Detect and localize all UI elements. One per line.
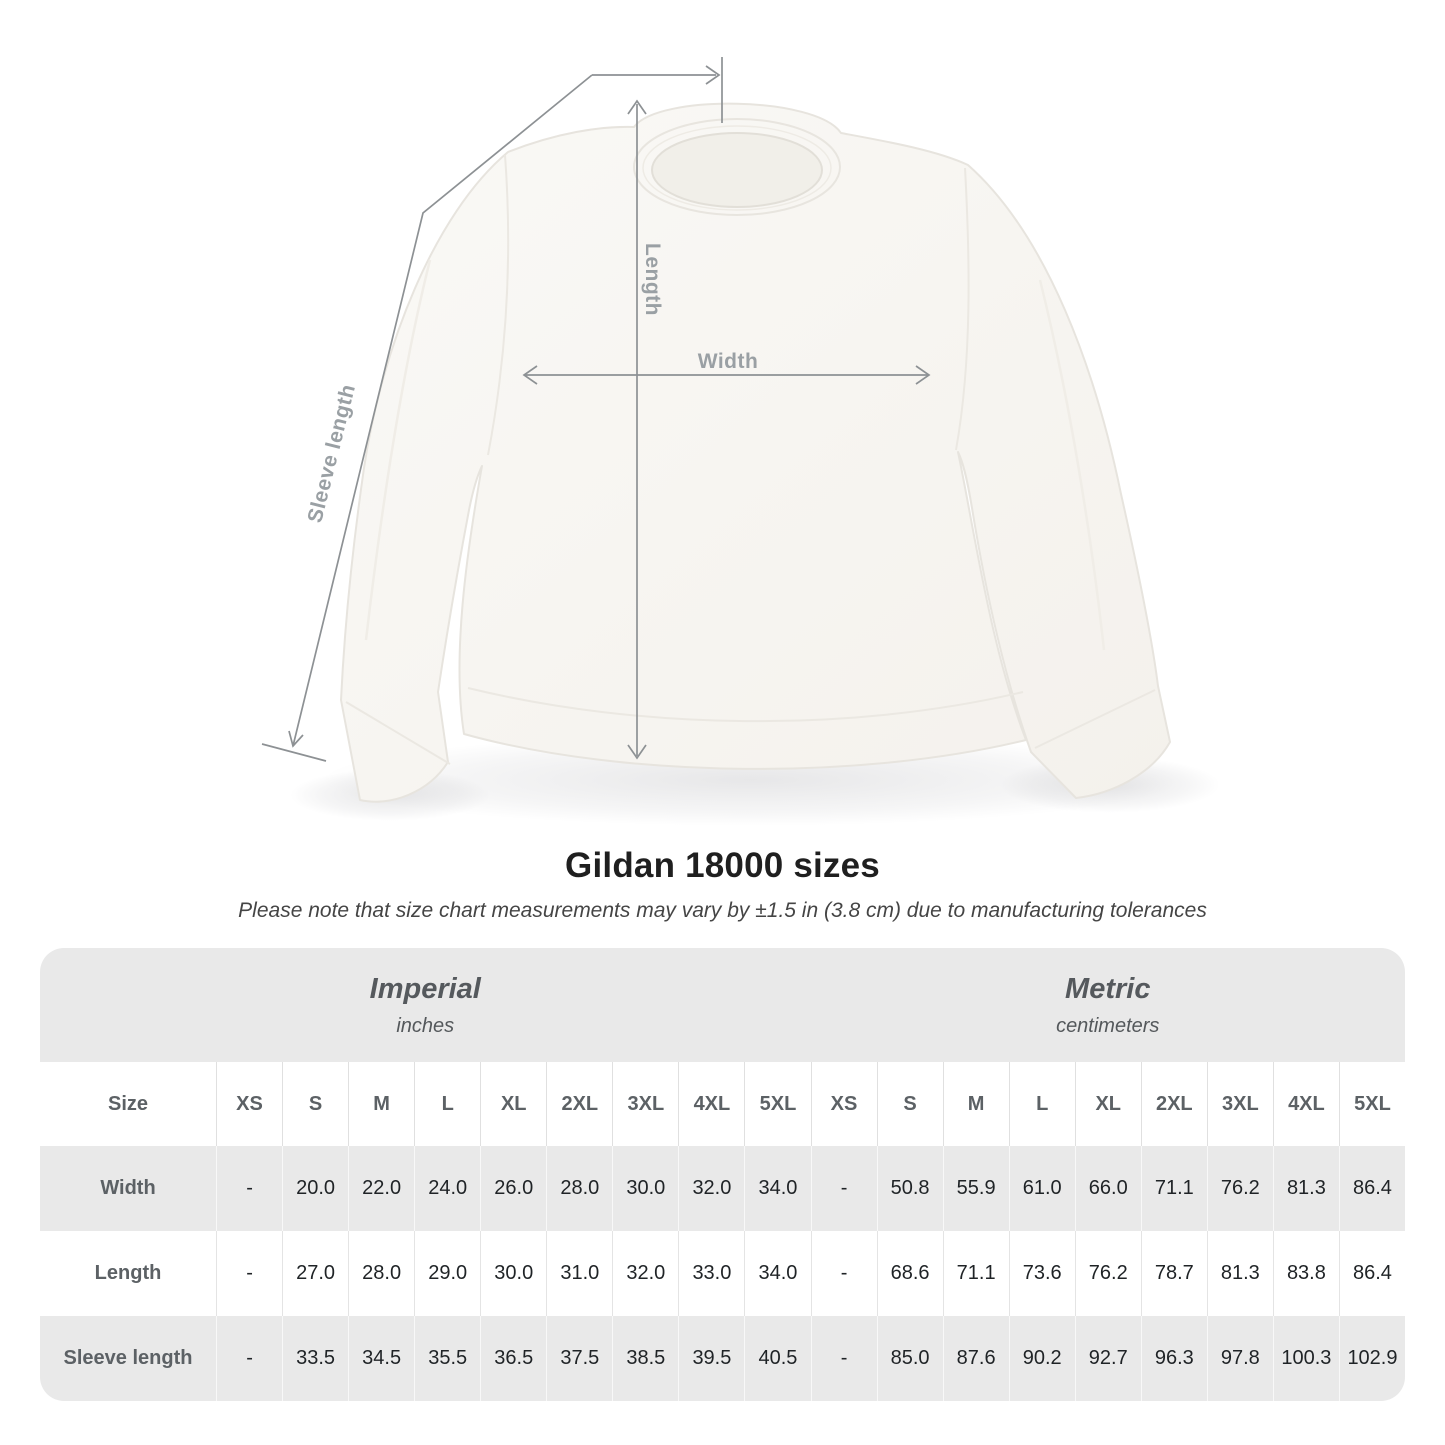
row-label: Length (40, 1231, 216, 1316)
value-cell: 30.0 (480, 1231, 546, 1316)
unit-group-imperial (40, 948, 811, 1062)
group-unit: inches (396, 1014, 455, 1037)
value-cell: 37.5 (546, 1316, 612, 1401)
value-cell: 76.2 (1075, 1231, 1141, 1316)
value-cell: - (216, 1231, 282, 1316)
collar-opening (652, 133, 822, 207)
value-cell: 34.5 (348, 1316, 414, 1401)
value-cell: 55.9 (943, 1146, 1009, 1231)
value-cell: - (811, 1231, 877, 1316)
value-cell: 85.0 (877, 1316, 943, 1401)
page-title: Gildan 18000 sizes (565, 846, 880, 885)
value-cell: 31.0 (546, 1231, 612, 1316)
column-header-cell: M (348, 1062, 414, 1146)
value-cell: 71.1 (1141, 1146, 1207, 1231)
value-cell: 86.4 (1339, 1231, 1405, 1316)
value-cell: 83.8 (1273, 1231, 1339, 1316)
group-unit: centimeters (1056, 1014, 1160, 1037)
column-header-cell: L (1009, 1062, 1075, 1146)
column-header-cell: XL (1075, 1062, 1141, 1146)
column-header-cell: 2XL (546, 1062, 612, 1146)
value-cell: 27.0 (282, 1231, 348, 1316)
column-header-cell: 5XL (744, 1062, 810, 1146)
column-header-cell: 5XL (1339, 1062, 1405, 1146)
length-label: Length (641, 243, 664, 316)
value-cell: 40.5 (744, 1316, 810, 1401)
value-cell: - (811, 1316, 877, 1401)
value-cell: 71.1 (943, 1231, 1009, 1316)
sleeve-length-label: Sleeve length (303, 381, 361, 526)
value-cell: 102.9 (1339, 1316, 1405, 1401)
column-header-cell: 3XL (1207, 1062, 1273, 1146)
column-header-cell: L (414, 1062, 480, 1146)
value-cell: 68.6 (877, 1231, 943, 1316)
title-block (0, 846, 1445, 923)
column-header-cell: XL (480, 1062, 546, 1146)
value-cell: 86.4 (1339, 1146, 1405, 1231)
value-cell: 36.5 (480, 1316, 546, 1401)
value-cell: 30.0 (612, 1146, 678, 1231)
value-cell: 29.0 (414, 1231, 480, 1316)
value-cell: 26.0 (480, 1146, 546, 1231)
row-label: Sleeve length (40, 1316, 216, 1401)
value-cell: 100.3 (1273, 1316, 1339, 1401)
value-cell: 73.6 (1009, 1231, 1075, 1316)
sweatshirt-graphic (341, 104, 1170, 802)
value-cell: - (216, 1316, 282, 1401)
value-cell: 97.8 (1207, 1316, 1273, 1401)
value-cell: 87.6 (943, 1316, 1009, 1401)
value-cell: 22.0 (348, 1146, 414, 1231)
value-cell: 33.5 (282, 1316, 348, 1401)
value-cell: 50.8 (877, 1146, 943, 1231)
unit-group-metric (811, 948, 1406, 1062)
value-cell: 20.0 (282, 1146, 348, 1231)
column-header-cell: XS (811, 1062, 877, 1146)
value-cell: - (216, 1146, 282, 1231)
value-cell: 32.0 (678, 1146, 744, 1231)
value-cell: 92.7 (1075, 1316, 1141, 1401)
value-cell: 32.0 (612, 1231, 678, 1316)
column-header-cell: S (282, 1062, 348, 1146)
row-label: Width (40, 1146, 216, 1231)
value-cell: 78.7 (1141, 1231, 1207, 1316)
value-cell: 81.3 (1207, 1231, 1273, 1316)
value-cell: 66.0 (1075, 1146, 1141, 1231)
value-cell: 34.0 (744, 1146, 810, 1231)
value-cell: 33.0 (678, 1231, 744, 1316)
value-cell: 34.0 (744, 1231, 810, 1316)
value-cell: 81.3 (1273, 1146, 1339, 1231)
value-cell: 61.0 (1009, 1146, 1075, 1231)
column-header-cell: 4XL (678, 1062, 744, 1146)
value-cell: 28.0 (348, 1231, 414, 1316)
tolerance-note: Please note that size chart measurements may vary by ±1.5 in (3.8 cm) due to manufacturing tolerances (238, 899, 1207, 922)
column-header-cell: 3XL (612, 1062, 678, 1146)
value-cell: 76.2 (1207, 1146, 1273, 1231)
value-cell: 96.3 (1141, 1316, 1207, 1401)
column-header-cell: XS (216, 1062, 282, 1146)
value-cell: 24.0 (414, 1146, 480, 1231)
value-cell: - (811, 1146, 877, 1231)
column-header-cell: S (877, 1062, 943, 1146)
column-header-cell: M (943, 1062, 1009, 1146)
column-header-cell: 2XL (1141, 1062, 1207, 1146)
group-title: Metric (1065, 972, 1151, 1005)
value-cell: 38.5 (612, 1316, 678, 1401)
value-cell: 35.5 (414, 1316, 480, 1401)
value-cell: 90.2 (1009, 1316, 1075, 1401)
value-cell: 28.0 (546, 1146, 612, 1231)
size-corner-header: Size (40, 1062, 216, 1146)
width-label: Width (697, 350, 759, 373)
size-table (40, 948, 1405, 1401)
group-title: Imperial (369, 972, 481, 1005)
value-cell: 39.5 (678, 1316, 744, 1401)
column-header-cell: 4XL (1273, 1062, 1339, 1146)
